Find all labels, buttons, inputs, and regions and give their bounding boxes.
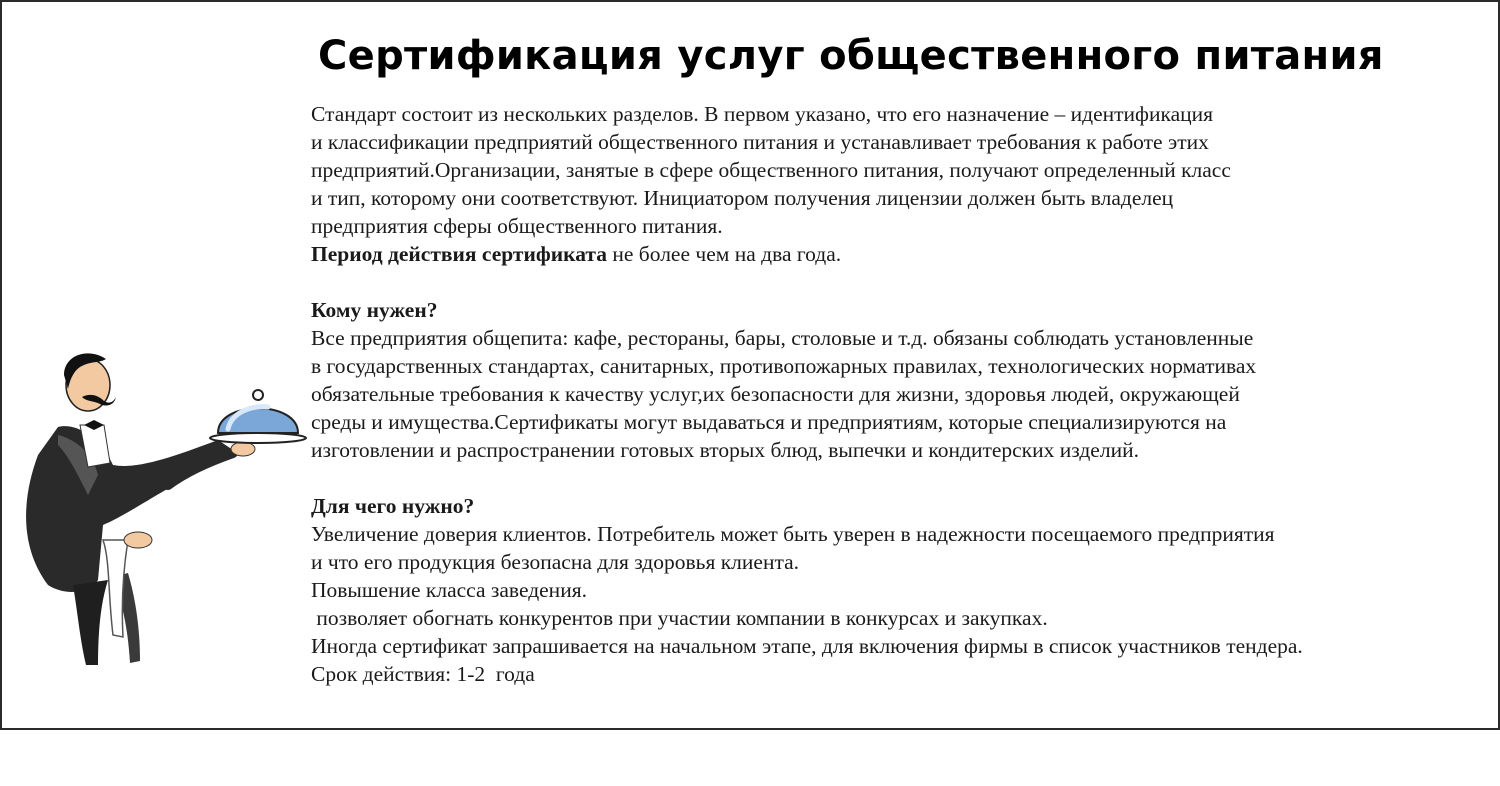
certificate-period-label: Период действия сертификата [311, 242, 607, 266]
section-line: Иногда сертификат запрашивается на начальном этапе, для включения фирмы в список участников тендера. [311, 634, 1303, 658]
section-line: Повышение класса заведения. [311, 578, 587, 602]
intro-line: и тип, которому они соответствуют. Инициатором получения лицензии должен быть владелец [311, 186, 1174, 210]
section-line: позволяет обогнать конкурентов при участии компании в конкурсах и закупках. [311, 606, 1048, 630]
intro-line: предприятия сферы общественного питания. [311, 214, 723, 238]
section-line: обязательные требования к качеству услуг,их безопасности для жизни, здоровья людей, окружающей [311, 382, 1240, 406]
intro-section [311, 100, 1491, 268]
certificate-period [311, 240, 1491, 268]
who-needs-section [311, 296, 1491, 464]
intro-line: предприятий.Организации, занятые в сфере общественного питания, получают определенный класс [311, 158, 1231, 182]
page-title: Сертификация услуг общественного питания [318, 33, 1384, 79]
why-needed-section [311, 492, 1491, 688]
intro-line: и классификации предприятий общественного питания и устанавливает требования к работе этих [311, 130, 1209, 154]
section-line: Увеличение доверия клиентов. Потребитель может быть уверен в надежности посещаемого предприятия [311, 522, 1275, 546]
main-content [311, 100, 1491, 688]
section-line: и что его продукция безопасна для здоровья клиента. [311, 550, 800, 574]
section-heading: Для чего нужно? [311, 494, 475, 518]
waiter-with-cloche-icon [18, 345, 318, 675]
section-line: в государственных стандартах, санитарных, противопожарных правилах, технологических нормативах [311, 354, 1257, 378]
frame-top-border [0, 0, 1500, 2]
section-heading: Кому нужен? [311, 298, 438, 322]
section-line: изготовлении и распространении готовых вторых блюд, выпечки и кондитерских изделий. [311, 438, 1139, 462]
section-line: среды и имущества.Сертификаты могут выдаваться и предприятиям, которые специализируются на [311, 410, 1227, 434]
frame-bottom-border [0, 728, 1500, 730]
intro-line: Стандарт состоит из нескольких разделов. В первом указано, что его назначение – идентификация [311, 102, 1214, 126]
certificate-period-value: не более чем на два года. [606, 242, 842, 266]
validity-term: Срок действия: 1-2 года [311, 662, 535, 686]
frame-left-border [0, 0, 2, 730]
section-line: Все предприятия общепита: кафе, рестораны, бары, столовые и т.д. обязаны соблюдать установленные [311, 326, 1254, 350]
